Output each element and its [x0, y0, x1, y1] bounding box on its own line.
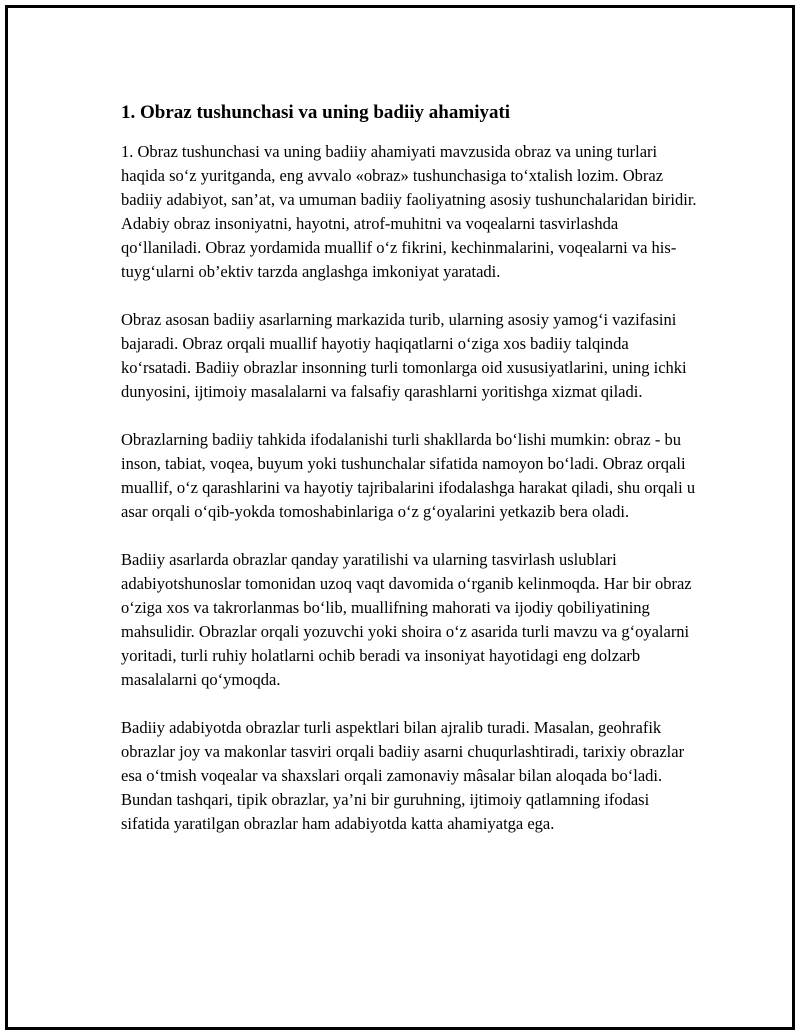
paragraph-2: Obraz asosan badiiy asarlarning markazida turib, ularning asosiy yamog‘i vazifasini bajaradi. Obraz orqali muallif hayotiy haqiqatlarni o‘ziga xos badiiy talqinda ko‘rsatadi. Badiiy obrazlar insonning turli tomonlarga oid xususiyatlarini, uning ichki dunyosini, ijtimoiy masalalarni va falsafiy qarashlarni yoritishga xizmat qiladi.: [121, 310, 687, 401]
paragraph-4: Badiiy asarlarda obrazlar qanday yaratilishi va ularning tasvirlash uslublari adabiyotshunoslar tomonidan uzoq vaqt davomida o‘rganib kelinmoqda. Har bir obraz o‘ziga xos va takrorlanmas bo‘lib, muallifning mahorati va ijodiy qobiliyatining mahsulidir. Obrazlar orqali yozuvchi yoki shoira o‘z asarida turli mavzu va g‘oyalarni yoritadi, turli ruhiy holatlarni ochib beradi va insoniyat hayotidagi eng dolzarb masalalarni qo‘ymoqda.: [121, 550, 692, 689]
paragraph-3: Obrazlarning badiiy tahkida ifodalanishi turli shakllarda bo‘lishi mumkin: obraz - bu inson, tabiat, voqea, buyum yoki tushunchalar sifatida namoyon bo‘ladi. Obraz orqali muallif, o‘z qarashlarini va hayotiy tajribalarini ifodalashga harakat qiladi, shu orqali u asar orqali o‘qib-yokda tomoshabinlariga o‘z g‘oyalarini yetkazib bera oladi.: [121, 430, 696, 521]
paragraph-5: Badiiy adabiyotda obrazlar turli aspektlari bilan ajralib turadi. Masalan, geohrafik obrazlar joy va makonlar tasviri orqali badiiy asarni chuqurlashtiradi, tarixiy obrazlar esa o‘tmish voqealar va shaxslari orqali zamonaviy mâsalar bilan aloqada bo‘ladi. Bundan tashqari, tipik obrazlar, ya’ni bir guruhning, ijtimoiy qatlamning ifodasi sifatida yaratilgan obrazlar ham adabiyotda katta ahamiyatga ega.: [121, 718, 685, 833]
page-frame: [5, 5, 795, 1030]
document-title: 1. Obraz tushunchasi va uning badiiy ahamiyati: [121, 102, 511, 123]
paragraph-1: 1. Obraz tushunchasi va uning badiiy ahamiyati mavzusida obraz va uning turlari haqida so‘z yuritganda, eng avvalo «obraz» tushunchasiga to‘xtalish lozim. Obraz badiiy adabiyot, san’at, va umuman badiiy faoliyatning asosiy tushunchalaridan biridir. Adabiy obraz insoniyatni, hayotni, atrof-muhitni va voqealarni tasvirlashda qo‘llaniladi. Obraz yordamida muallif o‘z fikrini, kechinmalarini, voqealarni va his-tuyg‘ularni ob’ektiv tarzda anglashga imkoniyat yaratadi.: [121, 142, 697, 281]
document-content: [121, 98, 701, 860]
